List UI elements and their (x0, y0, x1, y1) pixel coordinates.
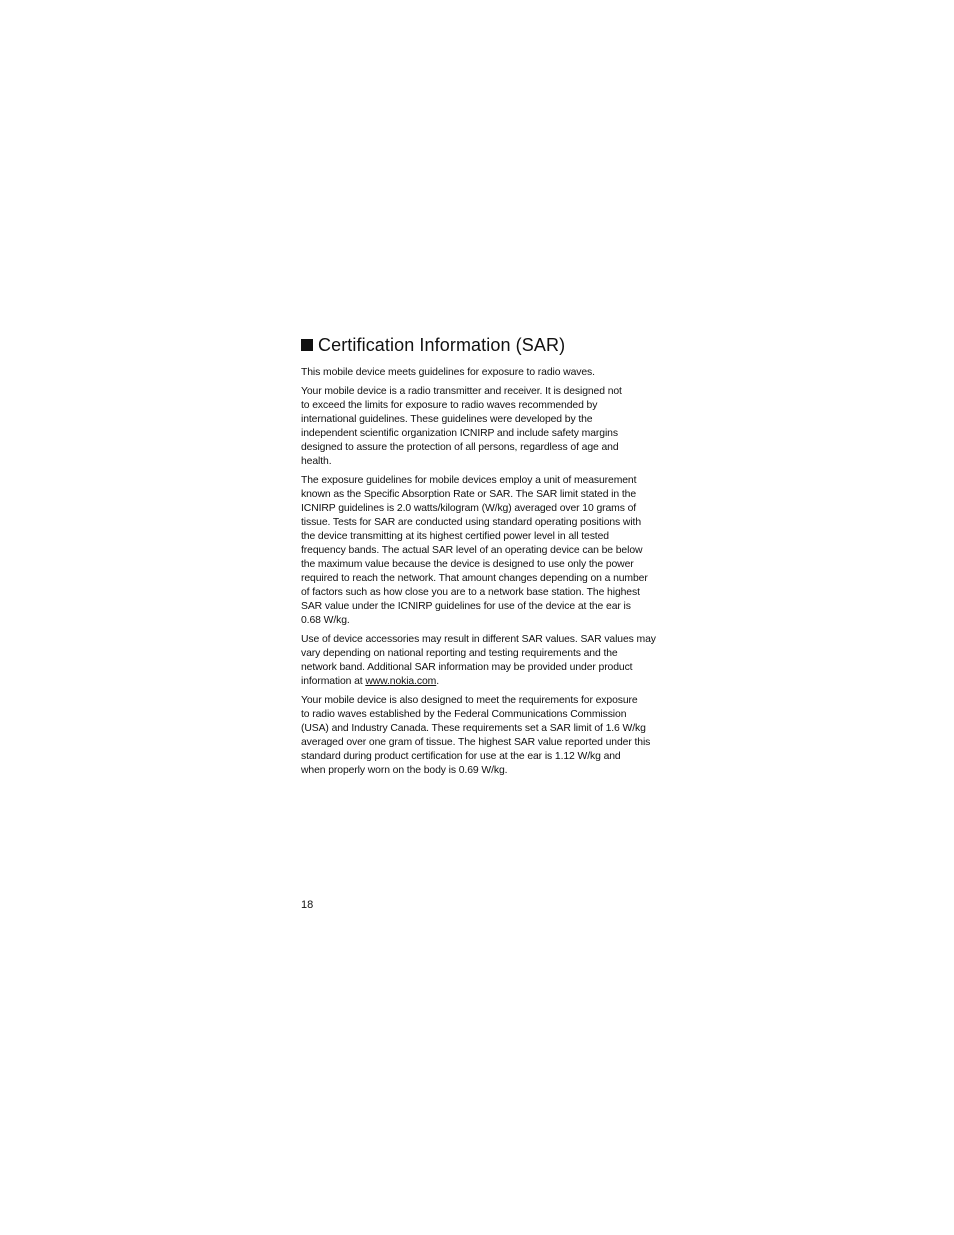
text-line: ICNIRP guidelines is 2.0 watts/kilogram (W/kg) averaged over 10 grams of (301, 503, 637, 514)
text-line: tissue. Tests for SAR are conducted using standard operating positions with (301, 517, 642, 528)
page-number: 18 (301, 899, 314, 911)
text-line: the maximum value because the device is designed to use only the power (301, 559, 634, 570)
text-line: the device transmitting at its highest certified power level in all tested (301, 531, 609, 542)
text-line: vary depending on national reporting and testing requirements and the (301, 648, 618, 659)
text-line: averaged over one gram of tissue. The highest SAR value reported under this (301, 737, 651, 748)
text-line: to exceed the limits for exposure to radio waves recommended by (301, 400, 598, 411)
text-line: when properly worn on the body is 0.69 W/kg. (301, 765, 508, 776)
text-line: Your mobile device is a radio transmitter and receiver. It is designed not (301, 386, 622, 397)
text-line: (USA) and Industry Canada. These requirements set a SAR limit of 1.6 W/kg (301, 723, 646, 734)
section-title: Certification Information (SAR) (318, 335, 566, 355)
paragraph-exposure-guidelines (301, 474, 663, 628)
text-line: independent scientific organization ICNIRP and include safety margins (301, 428, 618, 439)
text-line: 0.68 W/kg. (301, 615, 350, 626)
text-line: standard during product certification for use at the ear is 1.12 W/kg and (301, 751, 621, 762)
text-line: SAR value under the ICNIRP guidelines for use of the device at the ear is (301, 601, 631, 612)
text-line: international guidelines. These guidelines were developed by the (301, 414, 593, 425)
link-prefix: information at (301, 676, 366, 687)
nokia-website-link[interactable]: www.nokia.com (365, 676, 437, 687)
text-line: designed to assure the protection of all persons, regardless of age and (301, 442, 619, 453)
link-suffix: . (436, 676, 440, 687)
text-line: frequency bands. The actual SAR level of an operating device can be below (301, 545, 643, 556)
text-line-with-link (301, 675, 663, 689)
paragraph-fcc (301, 694, 663, 778)
text-line: Use of device accessories may result in different SAR values. SAR values may (301, 634, 656, 645)
square-bullet-icon (301, 339, 313, 351)
text-line: The exposure guidelines for mobile devices employ a unit of measurement (301, 475, 637, 486)
text-line: This mobile device meets guidelines for exposure to radio waves. (301, 367, 595, 378)
text-line: health. (301, 456, 332, 467)
text-line: to radio waves established by the Federal Communications Commission (301, 709, 627, 720)
paragraph-accessories (301, 633, 663, 689)
text-line: of factors such as how close you are to a network base station. The highest (301, 587, 640, 598)
text-line: known as the Specific Absorption Rate or SAR. The SAR limit stated in the (301, 489, 636, 500)
text-line: Your mobile device is also designed to meet the requirements for exposure (301, 695, 638, 706)
text-line: required to reach the network. That amount changes depending on a number (301, 573, 648, 584)
section-heading (301, 333, 663, 357)
text-line: network band. Additional SAR information may be provided under product (301, 662, 633, 673)
document-content (301, 333, 663, 783)
paragraph-transmitter (301, 385, 663, 469)
paragraph-intro (301, 366, 663, 380)
